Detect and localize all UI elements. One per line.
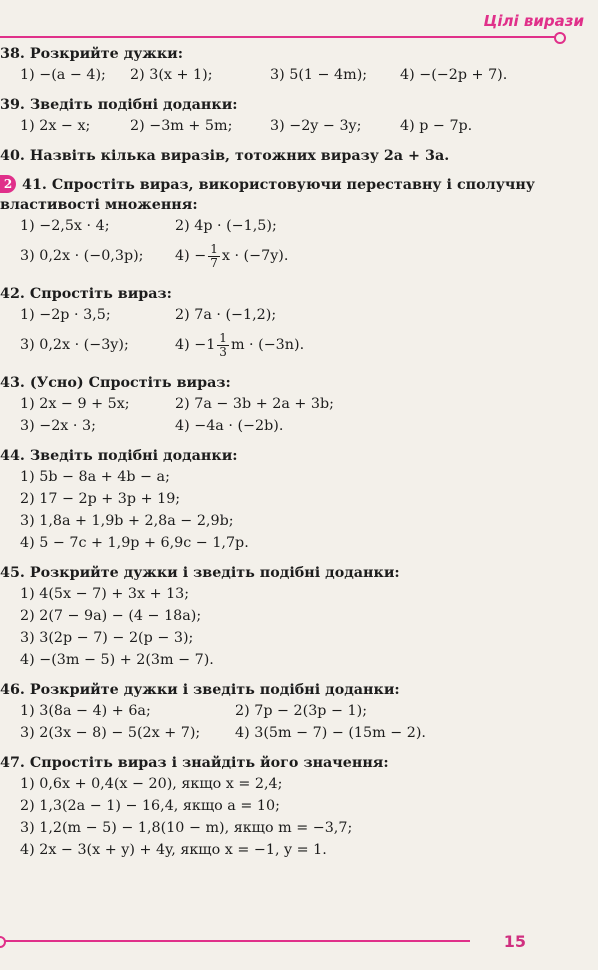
task-45 xyxy=(0,563,585,671)
task-item-fraction: 4) − $\frac{1}{7}$ x · (−7y). xyxy=(175,241,289,270)
task-item: 3) 5(1 − 4m); xyxy=(270,67,368,83)
task-item: 2) 4p · (−1,5); xyxy=(175,218,277,234)
task-38 xyxy=(0,44,585,86)
task-title: 47. Спростіть вираз і знайдіть його значення: xyxy=(0,755,389,771)
task-title: 38. Розкрийте дужки: xyxy=(0,46,184,62)
task-item: 4) −(−2p + 7). xyxy=(400,67,508,83)
task-item: 3) 2(3x − 8) − 5(2x + 7); xyxy=(20,725,201,741)
task-item: 1) 0,6x + 0,4(x − 20), якщо x = 2,4; xyxy=(20,776,283,792)
task-39 xyxy=(0,95,585,137)
task-item: 4) −4a · (−2b). xyxy=(175,418,284,434)
task-item: 2) 3(x + 1); xyxy=(130,67,213,83)
task-item: 3) 0,2x · (−0,3p); xyxy=(20,248,144,264)
top-rule xyxy=(0,36,560,38)
task-title: 44. Зведіть подібні доданки: xyxy=(0,448,238,464)
task-title: 45. Розкрийте дужки і зведіть подібні доданки: xyxy=(0,565,400,581)
task-item: 1) 2x − x; xyxy=(20,118,91,134)
task-item: 1) −2,5x · 4; xyxy=(20,218,110,234)
section-title: Цілі вирази xyxy=(483,12,584,30)
task-item: 2) 2(7 − 9a) − (4 − 18a); xyxy=(20,608,202,624)
task-title: 43. (Усно) Спростіть вираз: xyxy=(0,375,231,391)
task-41 xyxy=(0,175,585,275)
task-item: 2) 7a · (−1,2); xyxy=(175,307,277,323)
task-item: 2) 7p − 2(3p − 1); xyxy=(235,703,368,719)
task-title: 40. Назвіть кілька виразів, тотожних виразу 2a + 3a. xyxy=(0,148,450,164)
task-item: 3) 1,2(m − 5) − 1,8(10 − m), якщо m = −3,7; xyxy=(20,820,353,836)
task-item: 2) 1,3(2a − 1) − 16,4, якщо a = 10; xyxy=(20,798,280,814)
level-badge: 2 xyxy=(0,175,16,193)
task-item: 4) −(3m − 5) + 2(3m − 7). xyxy=(20,652,214,668)
task-title: 39. Зведіть подібні доданки: xyxy=(0,97,238,113)
fraction: $\frac{1}{7}$ xyxy=(210,241,218,270)
task-item: 3) 0,2x · (−3y); xyxy=(20,337,129,353)
task-item: 1) −2p · 3,5; xyxy=(20,307,111,323)
task-item: 2) 7a − 3b + 2a + 3b; xyxy=(175,396,334,412)
task-47 xyxy=(0,753,585,861)
task-item: 4) p − 7p. xyxy=(400,118,473,134)
task-item: 1) −(a − 4); xyxy=(20,67,106,83)
task-46 xyxy=(0,680,585,744)
task-item: 4) 2x − 3(x + y) + 4y, якщо x = −1, y = 1. xyxy=(20,842,327,858)
task-item: 1) 2x − 9 + 5x; xyxy=(20,396,130,412)
task-item: 2) −3m + 5m; xyxy=(130,118,233,134)
task-item: 1) 5b − 8a + 4b − a; xyxy=(20,469,170,485)
task-item: 3) −2y − 3y; xyxy=(270,118,362,134)
task-43 xyxy=(0,373,585,437)
task-title: 46. Розкрийте дужки і зведіть подібні доданки: xyxy=(0,682,400,698)
fraction: $\frac{1}{3}$ xyxy=(219,330,227,359)
task-item: 4) 3(5m − 7) − (15m − 2). xyxy=(235,725,426,741)
task-item: 1) 3(8a − 4) + 6a; xyxy=(20,703,151,719)
bottom-rule xyxy=(0,940,470,942)
task-item: 1) 4(5x − 7) + 3x + 13; xyxy=(20,586,190,602)
task-item: 2) 17 − 2p + 3p + 19; xyxy=(20,491,181,507)
task-42 xyxy=(0,284,585,364)
task-item: 3) 3(2p − 7) − 2(p − 3); xyxy=(20,630,194,646)
task-40 xyxy=(0,146,585,166)
exercises xyxy=(0,44,585,870)
task-item: 3) −2x · 3; xyxy=(20,418,96,434)
page-number: 15 xyxy=(503,932,526,951)
task-item: 4) 5 − 7c + 1,9p + 6,9c − 1,7p. xyxy=(20,535,249,551)
task-44 xyxy=(0,446,585,554)
task-item: 3) 1,8a + 1,9b + 2,8a − 2,9b; xyxy=(20,513,234,529)
task-title: 42. Спростіть вираз: xyxy=(0,286,172,302)
task-title: 41. Спростіть вираз, використовуючи переставну і сполучну властивості множення: xyxy=(0,177,535,213)
task-item-fraction: 4) −1 $\frac{1}{3}$ m · (−3n). xyxy=(175,330,305,359)
